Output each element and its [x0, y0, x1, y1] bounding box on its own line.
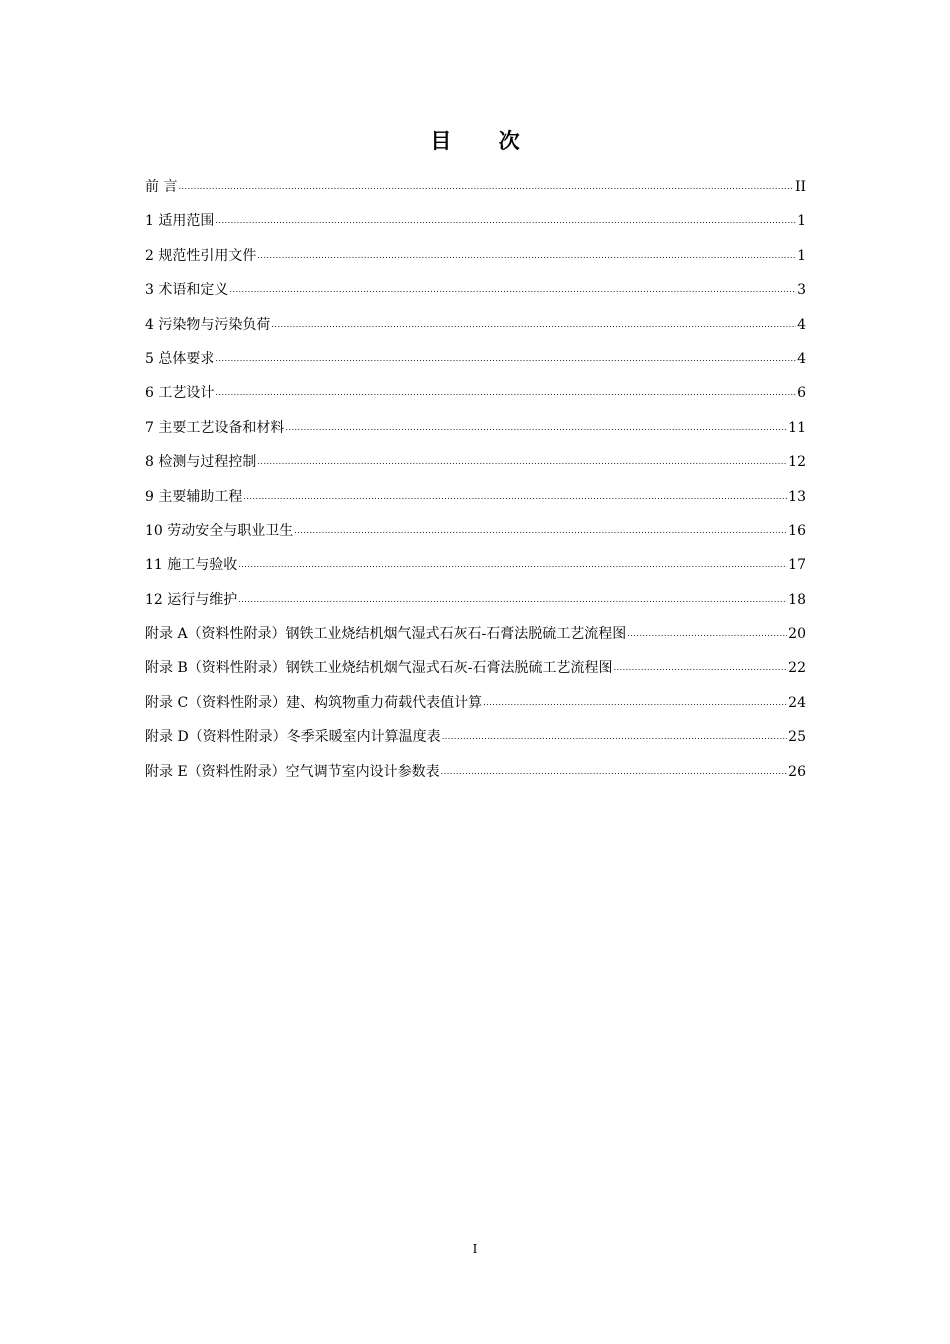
dot-leader	[613, 657, 787, 679]
toc-entry-label: 3 术语和定义	[145, 282, 229, 299]
toc-entry-appendix-e[interactable]	[145, 761, 806, 795]
toc-entry-5[interactable]	[145, 348, 806, 382]
toc-entry-label: 1 适用范围	[145, 213, 215, 230]
dot-leader	[294, 520, 787, 542]
toc-entry-9[interactable]	[145, 486, 806, 520]
toc-entry-page: 3	[797, 282, 806, 299]
dot-leader	[215, 382, 796, 404]
toc-entry-appendix-c[interactable]	[145, 692, 806, 726]
toc-entry-label: 5 总体要求	[145, 350, 215, 367]
toc-entry-label: 附录 C（资料性附录）建、构筑物重力荷载代表值计算	[145, 694, 483, 711]
toc-entry-appendix-b[interactable]	[145, 657, 806, 691]
dot-leader	[285, 417, 787, 439]
toc-entry-page: 17	[788, 557, 806, 574]
toc-entry-label: 10 劳动安全与职业卫生	[145, 522, 294, 539]
toc-entry-page: 25	[788, 729, 806, 746]
toc-entry-page: 4	[797, 316, 806, 333]
toc-entry-10[interactable]	[145, 520, 806, 554]
toc-entry-page: 24	[788, 694, 806, 711]
toc-entry-label: 8 检测与过程控制	[145, 454, 257, 471]
toc-entry-label: 附录 B（资料性附录）钢铁工业烧结机烟气湿式石灰-石膏法脱硫工艺流程图	[145, 660, 613, 677]
toc-entry-page: 13	[788, 488, 806, 505]
toc-entry-label: 7 主要工艺设备和材料	[145, 419, 285, 436]
dot-leader	[215, 210, 796, 232]
toc-entry-label: 附录 E（资料性附录）空气调节室内设计参数表	[145, 763, 440, 780]
dot-leader	[257, 451, 787, 473]
toc-entry-label: 6 工艺设计	[145, 385, 215, 402]
toc-entry-page: 6	[797, 385, 806, 402]
toc-entry-page: 20	[788, 626, 806, 643]
toc-entry-page: 18	[788, 591, 806, 608]
dot-leader	[627, 623, 787, 645]
toc-entry-page: 1	[797, 247, 806, 264]
dot-leader	[238, 554, 787, 576]
toc-entry-2[interactable]	[145, 245, 806, 279]
toc-entry-page: 22	[788, 660, 806, 677]
toc-entry-label: 附录 A（资料性附录）钢铁工业烧结机烟气湿式石灰石-石膏法脱硫工艺流程图	[145, 626, 627, 643]
dot-leader	[178, 176, 793, 198]
toc-entry-page: 26	[788, 763, 806, 780]
toc-entry-page: 1	[797, 213, 806, 230]
toc-entry-8[interactable]	[145, 451, 806, 485]
toc-entry-3[interactable]	[145, 279, 806, 313]
toc-entry-1[interactable]	[145, 210, 806, 244]
toc-entry-7[interactable]	[145, 417, 806, 451]
toc-entry-label: 4 污染物与污染负荷	[145, 316, 271, 333]
toc-entry-12[interactable]	[145, 589, 806, 623]
dot-leader	[215, 348, 796, 370]
toc-entry-page: II	[794, 179, 806, 195]
toc-entry-appendix-a[interactable]	[145, 623, 806, 657]
toc-entry-6[interactable]	[145, 382, 806, 416]
toc-title: 目 次	[430, 129, 540, 153]
toc-entry-label: 11 施工与验收	[145, 557, 238, 574]
toc-entry-page: 11	[788, 419, 806, 436]
toc-entry-page: 4	[797, 350, 806, 367]
toc-entry-appendix-d[interactable]	[145, 726, 806, 760]
toc-entry-label: 2 规范性引用文件	[145, 247, 257, 264]
dot-leader	[271, 314, 796, 336]
dot-leader	[243, 486, 787, 508]
dot-leader	[257, 245, 796, 267]
toc-entry-page: 12	[788, 454, 806, 471]
toc-entry-label: 12 运行与维护	[145, 591, 238, 608]
table-of-contents	[145, 176, 806, 795]
dot-leader	[442, 726, 787, 748]
page-number: I	[472, 1242, 478, 1256]
dot-leader	[229, 279, 796, 301]
toc-entry-label: 9 主要辅助工程	[145, 488, 243, 505]
dot-leader	[483, 692, 787, 714]
toc-entry-4[interactable]	[145, 314, 806, 348]
toc-entry-label: 前 言	[145, 179, 178, 195]
toc-entry-label: 附录 D（资料性附录）冬季采暖室内计算温度表	[145, 729, 441, 746]
toc-entry-preface[interactable]	[145, 176, 806, 210]
toc-entry-11[interactable]	[145, 554, 806, 588]
dot-leader	[441, 761, 788, 783]
dot-leader	[238, 589, 787, 611]
toc-entry-page: 16	[788, 522, 806, 539]
